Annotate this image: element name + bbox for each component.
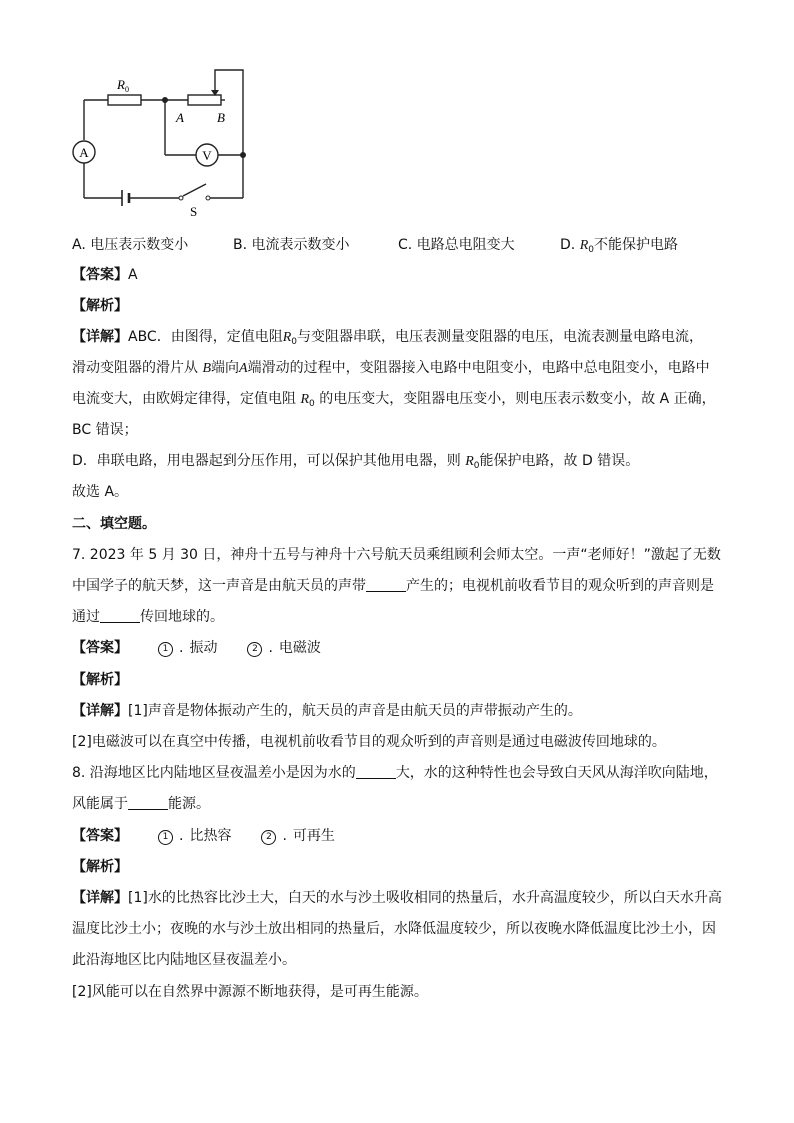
switch-label: S (190, 204, 198, 219)
r0-resistor (108, 95, 141, 105)
r0-label: $R_0$ (117, 77, 129, 94)
q8-line-1: 8. 沿海地区比内陆地区昼夜温差小是因为水的 大，水的这种特性也会导致白天风从海洋吹向陆地， (72, 765, 718, 781)
answer-blank (366, 577, 406, 592)
answer-blank (100, 608, 140, 623)
option-d: D. $R_0$不能保护电路 (560, 237, 678, 255)
option-b: B. 电流表示数变小 (233, 237, 350, 253)
q7-line-1: 7. 2023 年 5 月 30 日，神舟十五号与神舟十六号航天员乘组顾利会师太空。一声“老师好！”激起了无数 (72, 547, 721, 563)
answer-blank (128, 795, 168, 810)
circuit-diagram (60, 62, 270, 222)
q6-detail-line-2: 滑动变阻器的滑片从 B端向A端滑动的过程中，变阻器接入电路中电阻变小，电路中总电阻变小，电路中 (72, 360, 710, 376)
q8-detail-3: 此沿海地区比内陆地区昼夜温差小。 (72, 952, 296, 968)
q8-answer: 【答案】 1 . 比热容 2 . 可再生 (72, 828, 335, 844)
q7-detail-2: [2]电磁波可以在真空中传播，电视机前收看节目的观众听到的声音则是通过电磁波传回地球的。 (72, 734, 666, 750)
point-b-label: B (217, 110, 225, 125)
q8-analysis-heading: 【解析】 (72, 859, 128, 875)
rheostat (188, 95, 221, 105)
junction-dot (162, 97, 168, 103)
q6-answer: 【答案】A (72, 267, 138, 283)
q7-line-2: 中国学子的航天梦，这一声音是由航天员的声带 产生的；电视机前收看节目的观众听到的声音则是 (72, 578, 714, 594)
option-c: C. 电路总电阻变大 (398, 237, 515, 253)
junction-dot (240, 152, 246, 158)
q6-detail-line-5: D．串联电路，用电器起到分压作用，可以保护其他用电器，则 $R_0$能保护电路，故 D 错误。 (72, 453, 640, 471)
section-heading: 二、填空题。 (72, 516, 156, 532)
q7-analysis-heading: 【解析】 (72, 672, 128, 688)
q8-line-2: 风能属于 能源。 (72, 796, 210, 812)
q6-conclusion: 故选 A。 (72, 484, 129, 500)
q6-detail-line-4: BC 错误； (72, 422, 138, 438)
q8-detail-1: 【详解】[1]水的比热容比沙土大，白天的水与沙土吸收相同的热量后，水升高温度较少，所以白天水升高 (72, 890, 722, 906)
ammeter-label: A (79, 145, 89, 160)
q7-line-3: 通过 传回地球的。 (72, 609, 224, 625)
q7-detail-1: 【详解】[1]声音是物体振动产生的，航天员的声音是由航天员的声带振动产生的。 (72, 703, 582, 719)
switch (183, 184, 206, 196)
q6-analysis-heading: 【解析】 (72, 298, 128, 314)
voltmeter-label: V (202, 148, 212, 163)
q6-detail-line-3: 电流变大，由欧姆定律得，定值电阻 $R_0$ 的电压变大，变阻器电压变小，则电压表示数变小，故 A 正确， (72, 391, 716, 409)
point-a-label: A (176, 110, 184, 125)
option-a: A. 电压表示数变小 (72, 237, 189, 253)
q6-detail-line-1: 【详解】ABC．由图得，定值电阻$R_0$与变阻器串联，电压表测量变阻器的电压，电流表测量电路电流， (72, 329, 704, 347)
q7-answer: 【答案】 1 . 振动 2 . 电磁波 (72, 640, 321, 656)
q8-detail-2: 温度比沙土小；夜晚的水与沙土放出相同的热量后，水降低温度较少，所以夜晚水降低温度比沙土小，因 (72, 921, 716, 937)
q8-detail-4: [2]风能可以在自然界中源源不断地获得，是可再生能源。 (72, 984, 428, 1000)
answer-blank (356, 764, 396, 779)
